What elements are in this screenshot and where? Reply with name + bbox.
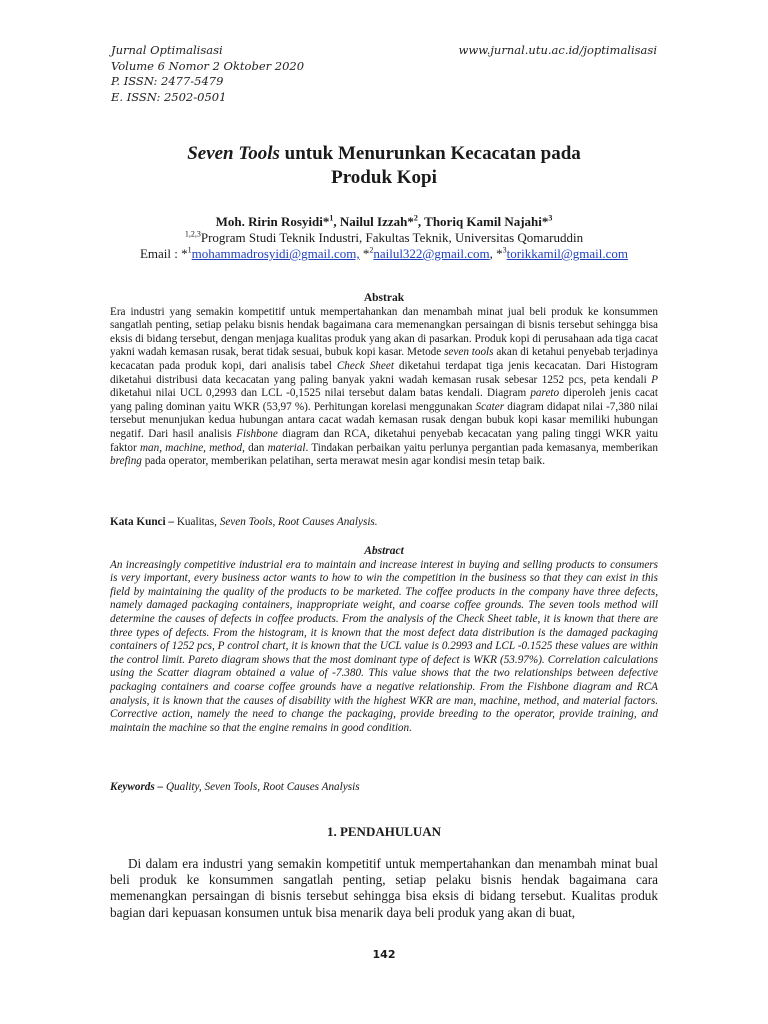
abstract-section <box>110 545 658 735</box>
journal-pissn: P. ISSN: 2477-5479 <box>111 74 224 88</box>
journal-volume: Volume 6 Nomor 2 Oktober 2020 <box>111 58 305 73</box>
email-2-sup: 2 <box>369 245 374 255</box>
email-label: Email : * <box>139 246 188 261</box>
page-number: 142 <box>372 948 396 961</box>
email-link-1[interactable]: mohammadrosyidi@gmail.com, <box>191 246 360 261</box>
journal-eissn: E. ISSN: 2502-0501 <box>111 89 227 104</box>
author-names <box>110 214 658 230</box>
title-line2: Produk Kopi <box>331 167 437 188</box>
affiliation-text: Program Studi Teknik Industri, Fakultas Teknik, Universitas Qomaruddin <box>200 230 584 245</box>
abstrak-text: Era industri yang semakin kompetitif untuk mempertahankan dan menambah minat jual beli produk ke konsummen sangatlah penting, setiap pelaku bisnis hendak bagaimana cara memenangkan persaingan di bisnis tersebut sehingga bisa eksis di bidang tersebut, dengan menjaga kualitas produk yang akan di pasarkan. Produk kopi di perusahaan ada tiga cacat yakni wadah kemasan rusak, berat tidak sesuai, bubuk kopi kasar. Metode seven tools akan di ketahui penyebab terjadinya kecacatan pada produk kopi, dari analisis tabel Check Sheet diketahui terdapat tiga jenis kecacatan. Dari Histogram diketahui distribusi data kecacatan yang paling banyak yakni wadah kemasan rusak sebesar 1252 pcs, peta kendali P diketahui nilai UCL 0,2993 dan LCL -0,1525 nilai tersebut dalam batas kendali. Diagram pareto diperoleh jenis cacat yang paling dominan yaitu WKR (53,97 %). Perhitungan korelasi menggunakan Scater diagram didapat nilai -7,380 nilai tersebut menunjukan kedua hubungan antara cacat wadah kemasan rusak dengan bubuk kopi kasar memiliki hubungan negatif. Dari hasil analisis Fishbone diagram dan RCA, diketahui penyebab kecacatan yang paling tinggi WKR yaitu faktor man, machine, method, dan material. Tindakan perbaikan yaitu perlunya pergantian pada kemasanya, memberikan brefing pada operator, memberikan pelatihan, serta merawat mesin agar kondisi mesin tetap baik. <box>110 305 659 468</box>
abstrak-heading: Abstrak <box>363 292 405 304</box>
email-sep-2: * <box>359 246 370 261</box>
keywords-label: Keywords – <box>110 781 164 793</box>
author-1: Moh. Ririn Rosyidi* <box>215 214 330 229</box>
email-sep-3: , * <box>489 246 503 261</box>
author-2: , Nailul Izzah* <box>333 214 414 229</box>
journal-name: Jurnal Optimalisasi <box>111 43 223 57</box>
author-3-sup: 3 <box>548 213 553 223</box>
email-link-2[interactable]: nailul322@gmail.com <box>373 246 490 261</box>
email-1-sup: 1 <box>187 245 192 255</box>
journal-url: www.jurnal.utu.ac.id/joptimalisasi <box>458 43 657 57</box>
kata-kunci-text: Kualitas, <box>174 516 220 528</box>
title-italic: Seven Tools <box>187 143 280 164</box>
author-1-sup: 1 <box>329 213 334 223</box>
email-line <box>110 246 658 262</box>
kata-kunci-italic: Seven Tools, Root Causes Analysis. <box>219 516 378 528</box>
email-link-3[interactable]: torikkamil@gmail.com <box>506 246 629 261</box>
author-2-sup: 2 <box>413 213 418 223</box>
keywords-text: Quality, Seven Tools, Root Causes Analysis <box>163 781 360 793</box>
kata-kunci <box>110 516 658 530</box>
keywords <box>110 781 658 795</box>
affiliation-sup: 1,2,3 <box>184 229 201 239</box>
kata-kunci-label: Kata Kunci – <box>110 516 175 528</box>
journal-header-info <box>111 43 304 105</box>
affiliation <box>110 230 658 246</box>
abstract-text: An increasingly competitive industrial era to maintain and increase interest in buying and selling products to consumers is very important, every business actor wants to how to win the competition in the business so that they can exist in this field by maintaining the quality of the products to be marketed. The coffee products in the company have three defects, namely damaged packaging containers, inappropriate weight, and coarse coffee grounds. The seven tools method will determine the causes of defects in coffee products. From the analysis of the Check Sheet table, it is known that there are three types of defects. From the histogram, it is known that the most defect data distribution is the damaged packaging containers of 1252 pcs, P control chart, it is known that the UCL value is 0.2993 and LCL -0.1525 these values are within the control limit. Pareto diagram shows that the most dominant type of defect is WKR (53.97%). Correlation calculations using the Scatter diagram obtained a value of -7.380. This value shows that the two relationships between defective packaging containers and coarse coffee grounds have a negative relationship. From the Fishbone diagram and RCA analysis, it is known that the causes of disability with the highest WKR are man, machine, method, and material factors. Corrective action, namely the need to change the packaging, provide breeding to the operator, provide training, and maintain the machine so that the engine remains in good condition. <box>110 558 658 734</box>
title-rest: untuk Menurunkan Kecacatan pada <box>279 143 581 164</box>
email-3-sup: 3 <box>502 245 507 255</box>
section-heading: 1. PENDAHULUAN <box>326 824 442 839</box>
abstract-heading: Abstract <box>364 545 404 557</box>
paper-title <box>110 142 658 190</box>
author-3: , Thoriq Kamil Najahi* <box>417 214 549 229</box>
intro-paragraph: Di dalam era industri yang semakin kompetitif untuk mempertahankan dan menambah minat bual beli produk ke konsummen sangatlah penting, setiap pelaku bisnis hendak bagaimana cara memenangkan persaingan di bisnis tersebut sehingga bisa eksis di bidang tersebut. Kualitas produk bagian dari kepuasan konsumen untuk bisa menarik daya beli produk yang akan di buat, <box>110 856 658 920</box>
author-block <box>110 214 658 262</box>
abstrak-section <box>110 292 658 469</box>
